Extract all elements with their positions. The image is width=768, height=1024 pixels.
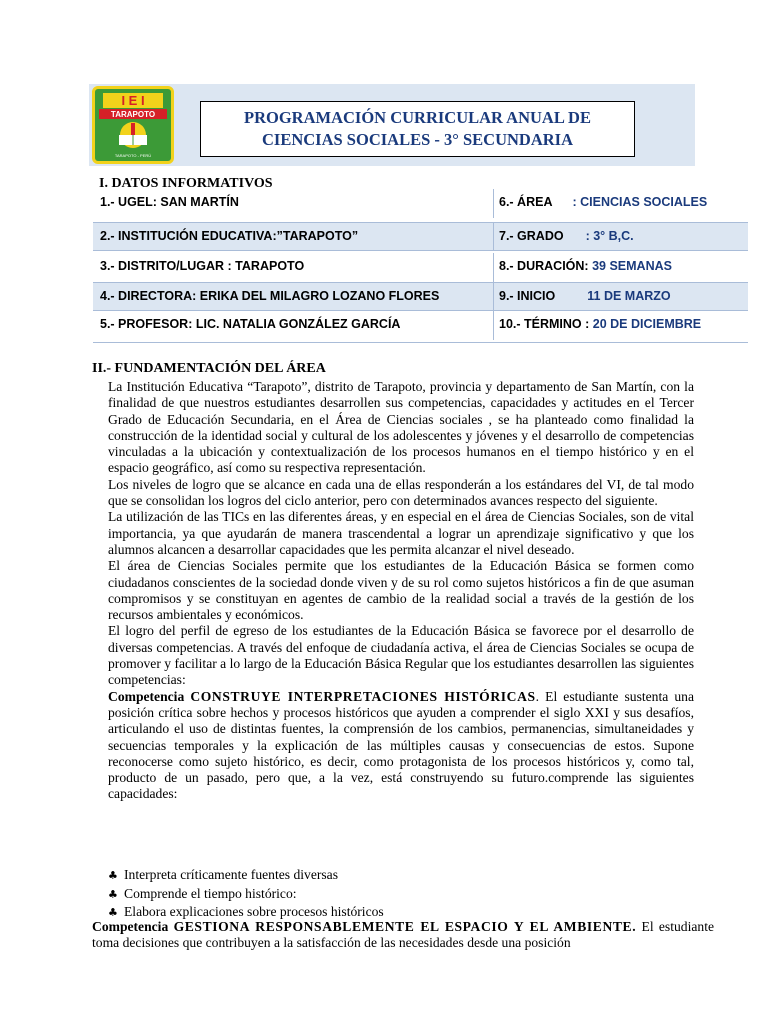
competencia-historicas: Competencia CONSTRUYE INTERPRETACIONES HISTÓRICAS. El estudiante sustenta una posición crítica sobre hechos y procesos históricos que ayuden a comprender el siglo XXI y sus desafíos, articulando el uso de distintas fuentes, la comprensión de los cambios, permanencias, simultaneidades y secuencias temporales y la explicación de las múltiples causas y consecuencias de estos. Supone reconocerse como sujeto histórico, es decir, como protagonista de los procesos históricos y, como tal, producto de un pasado, pero que, a la vez, está construyendo su futuro.comprende las siguientes capacidades: — [108, 688, 694, 802]
info-row — [93, 253, 748, 282]
info-left: 4.- DIRECTORA: ERIKA DEL MILAGRO LOZANO FLORES — [100, 289, 440, 303]
club-bullet-icon: ♣ — [108, 887, 118, 901]
paragraph: El logro del perfil de egreso de los estudiantes de la Educación Básica se favorece por el desarrollo de diversas competencias. A través del enfoque de ciudadanía activa, el área de Ciencias Sociales se ocupa de promover y facilitar a lo largo de la Educación Básica Regular que los estudiantes desarrollen las siguientes competencias: — [108, 623, 694, 688]
logo-bottom-text: TARAPOTO — [110, 110, 156, 119]
school-logo — [92, 86, 174, 164]
info-row — [93, 282, 748, 311]
section-heading-fundamentacion: II.- FUNDAMENTACIÓN DEL ÁREA — [92, 361, 326, 376]
info-right-label: 6.- ÁREA — [499, 195, 553, 209]
capacidades-list — [108, 866, 694, 922]
title-line-2: CIENCIAS SOCIALES - 3° SECUNDARIA — [262, 130, 573, 149]
logo-footer-text: TARAPOTO - PERÚ — [114, 153, 152, 158]
paragraph: El área de Ciencias Sociales permite que los estudiantes de la Educación Básica se formen como ciudadanos conscientes de la sociedad donde viven y de su rol como sujetos históricos a fin de que asuman compromisos y se constituyan en agentes de cambio de la realidad social a través de la gestión de los recursos ambientales y económicos. — [108, 558, 694, 623]
info-left: 1.- UGEL: SAN MARTÍN — [100, 195, 239, 209]
title-line-1: PROGRAMACIÓN CURRICULAR ANUAL DE — [244, 108, 591, 127]
info-right-label: 7.- GRADO — [499, 229, 564, 243]
info-right-label: 8.- DURACIÓN: — [499, 259, 589, 273]
paragraph: La utilización de las TICs en las diferentes áreas, y en especial en el área de Ciencias Sociales, son de vital importancia, ya que ayudarán de manera trascendental a lograr un aprendizaje significativo y que los alumnos alcancen a desarrollar capacidades que les permita alcanzar el nivel deseado. — [108, 509, 694, 557]
logo-top-text: I E I — [121, 93, 145, 108]
info-row — [93, 222, 748, 251]
list-item: ♣ Elabora explicaciones sobre procesos históricos — [108, 903, 694, 922]
info-left: 5.- PROFESOR: LIC. NATALIA GONZÁLEZ GARCÍA — [100, 317, 401, 331]
section-heading-datos: I. DATOS INFORMATIVOS — [99, 176, 273, 191]
info-left: 3.- DISTRITO/LUGAR : TARAPOTO — [100, 259, 305, 273]
info-row — [93, 189, 748, 218]
info-right-label: 10.- TÉRMINO : — [499, 317, 590, 331]
info-right-value: 11 DE MARZO — [587, 289, 671, 303]
competencia-ambiente: Competencia GESTIONA RESPONSABLEMENTE EL ESPACIO Y EL AMBIENTE. El estudiante toma decisiones que contribuyen a la satisfacción de las necesidades desde una posición — [92, 919, 715, 951]
club-bullet-icon: ♣ — [108, 906, 118, 919]
list-item: ♣ Comprende el tiempo histórico: — [108, 885, 694, 904]
info-right — [499, 259, 672, 273]
info-right — [499, 317, 701, 331]
info-right-value: 39 SEMANAS — [592, 259, 672, 273]
info-right-value: 20 DE DICIEMBRE — [592, 317, 702, 331]
info-right — [499, 195, 707, 209]
info-row — [93, 311, 748, 340]
info-right-value: : 3° B,C. — [585, 229, 634, 243]
document-title — [200, 101, 635, 157]
club-bullet-icon: ♣ — [108, 869, 118, 882]
fundamentacion-body — [108, 379, 694, 803]
table-bottom-rule — [93, 342, 748, 343]
paragraph: La Institución Educativa “Tarapoto”, distrito de Tarapoto, provincia y departamento de San Martín, con la finalidad de que nuestros estudiantes desarrollen sus competencias, capacidades y actitudes en el Tercer Grado de Educación Secundaria, en el Área de Ciencias sociales , se ha planteado como finalidad la construcción de la identidad social y cultural de los adolescentes y jóvenes y el desarrollo de competencias vinculadas a la ubicación y contextualización de los procesos humanos en el tiempo histórico y en el espacio geográfico, así como su respectiva representación. — [108, 379, 694, 476]
info-right — [499, 289, 671, 303]
info-left: 2.- INSTITUCIÓN EDUCATIVA:”TARAPOTO” — [100, 229, 359, 243]
paragraph: Los niveles de logro que se alcance en cada una de ellas responderán a los estándares del VI, de tal modo que se consolidan los logros del ciclo anterior, pero con determinados avances respecto del siguiente. — [108, 476, 694, 509]
info-right — [499, 229, 634, 243]
info-right-value: : CIENCIAS SOCIALES — [572, 195, 708, 209]
list-item: ♣ Interpreta críticamente fuentes diversas — [108, 866, 694, 885]
info-right-label: 9.- INICIO — [499, 289, 556, 303]
